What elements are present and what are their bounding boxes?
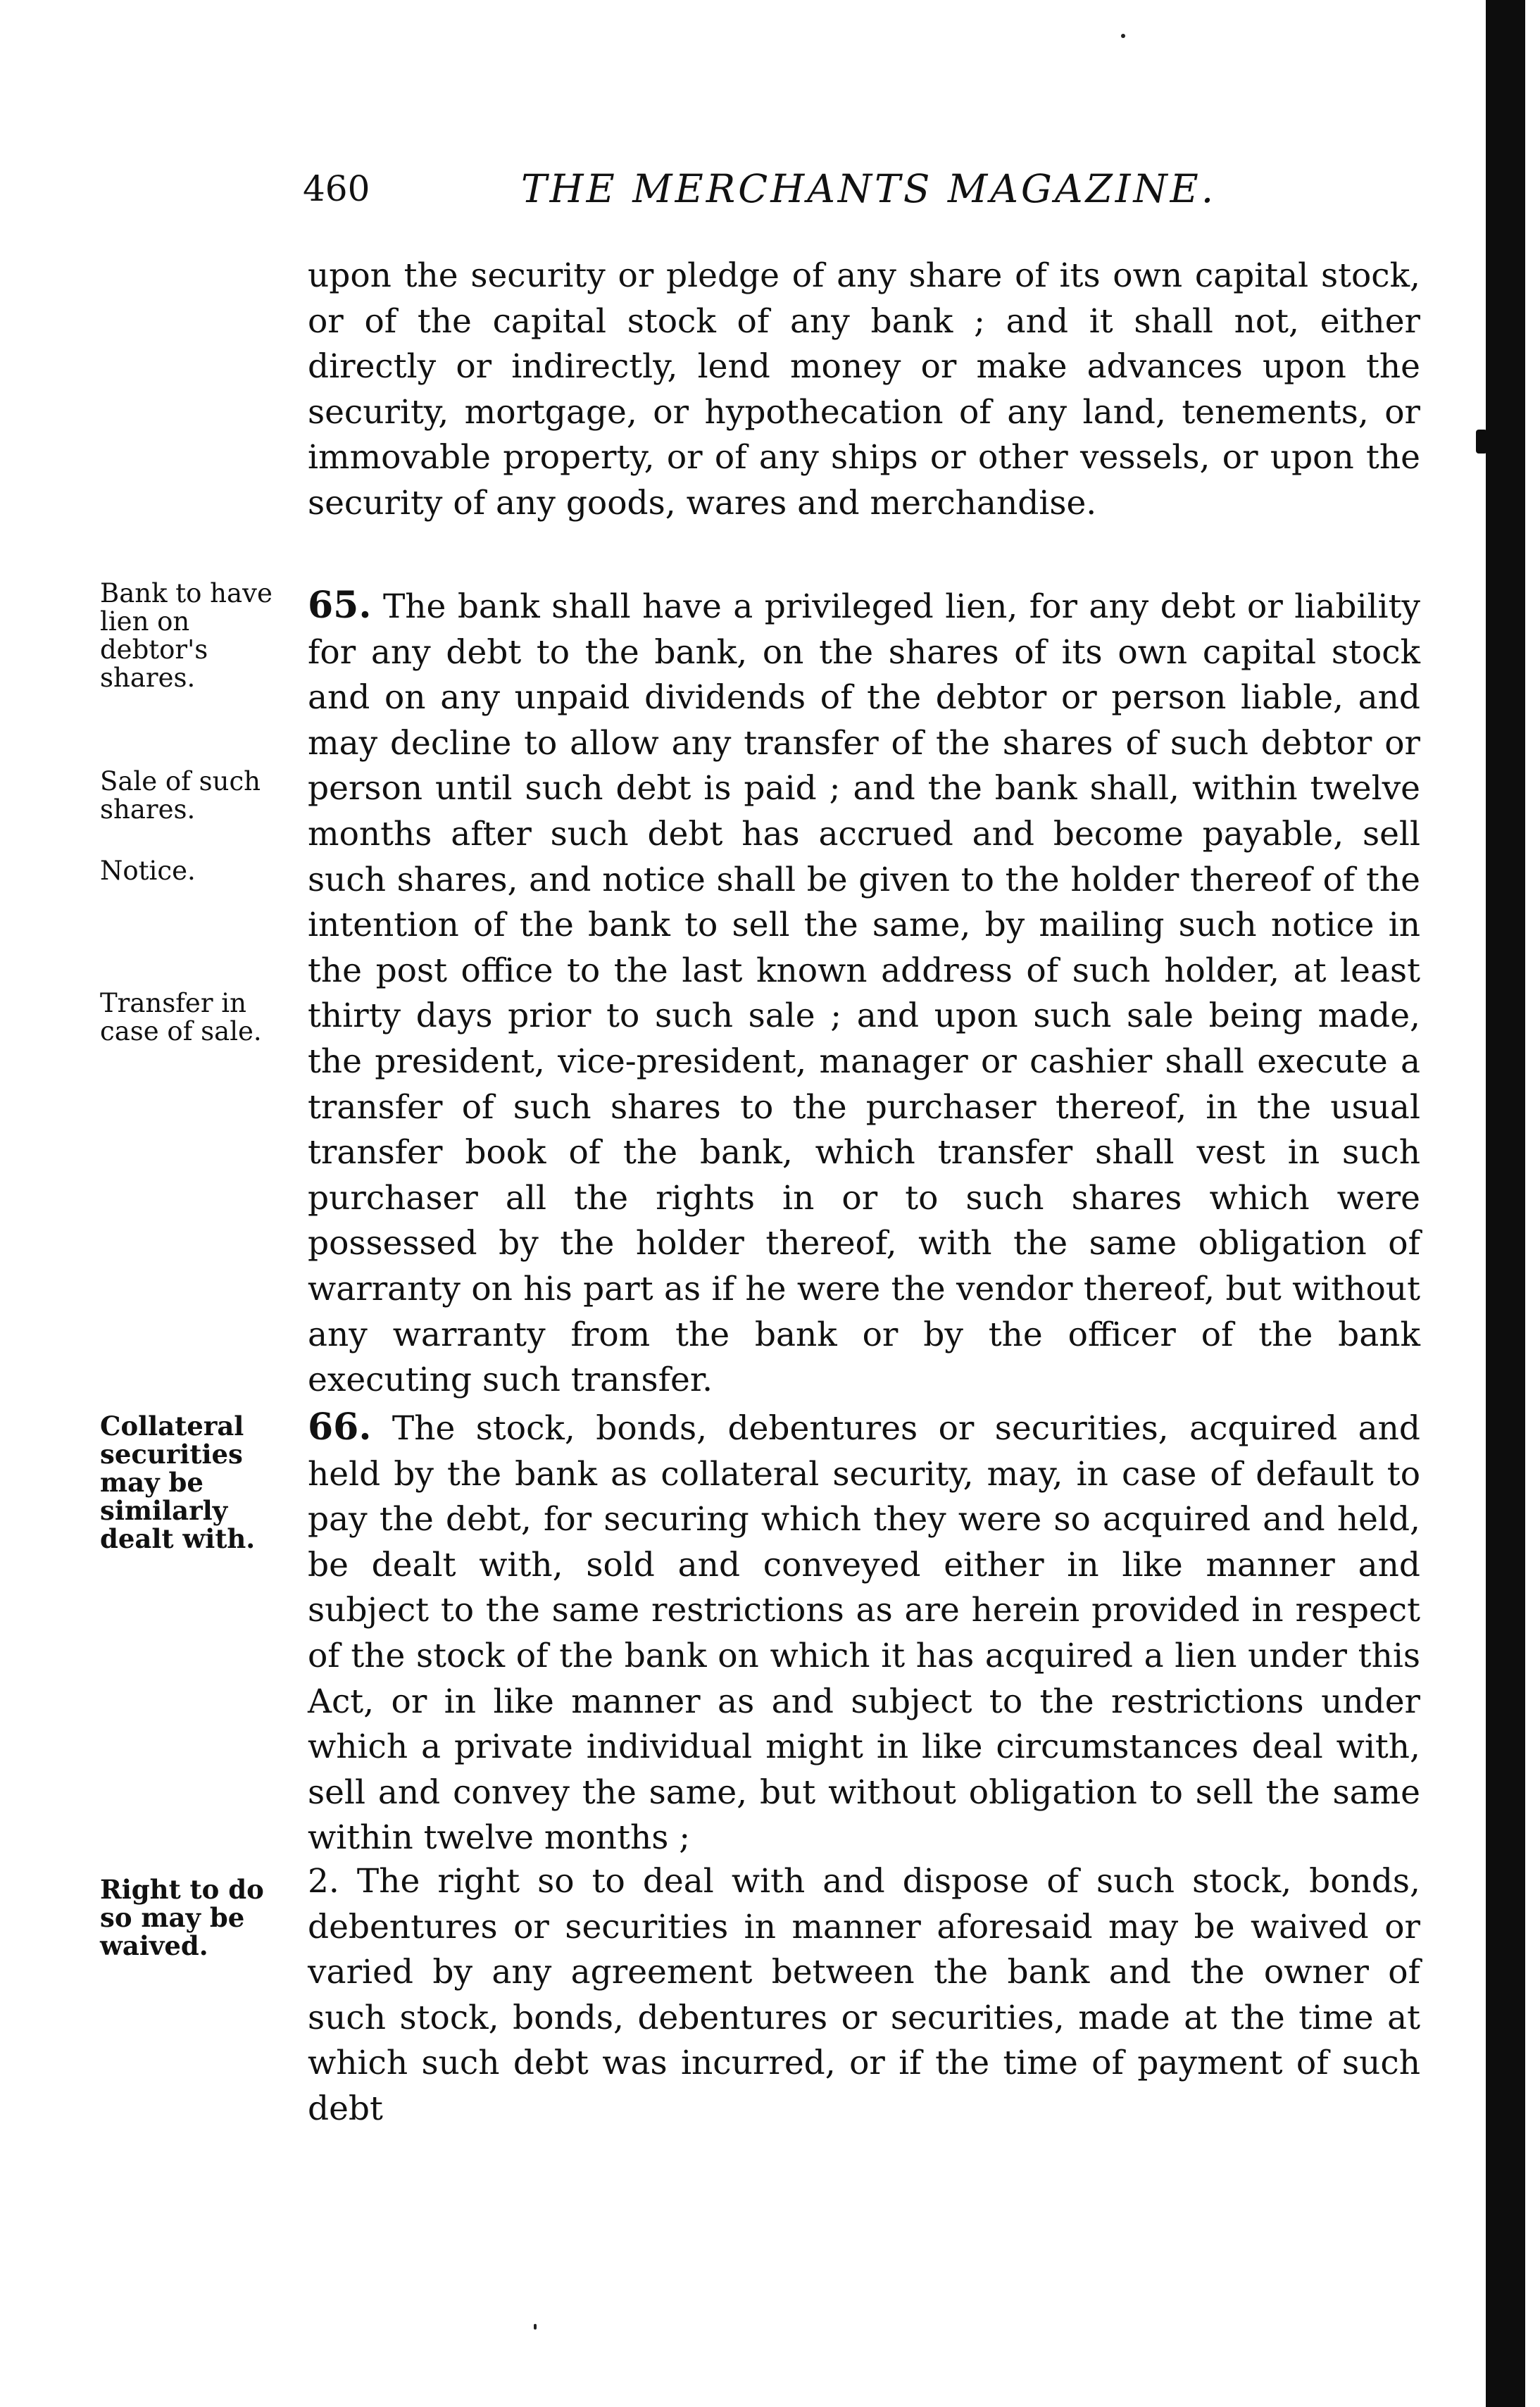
marginal-note-notice: Notice.: [100, 856, 196, 886]
marginal-note-sale: Sale of such shares.: [100, 766, 261, 825]
scan-edge-notch: [1476, 430, 1487, 454]
subsection-2-number: 2.: [308, 1862, 339, 1901]
running-title: THE MERCHANTS MAGAZINE.: [521, 166, 1217, 211]
subsection-2-paragraph: [308, 1859, 1420, 2132]
scan-speck: [1121, 34, 1125, 38]
section-65-paragraph: [308, 583, 1420, 1403]
section-65-number: 65.: [308, 584, 372, 627]
section-66-paragraph: [308, 1405, 1420, 1861]
page-number: 460: [303, 168, 370, 209]
section-66-number: 66.: [308, 1406, 372, 1449]
marginal-note-collateral: Collateral securities may be similarly dealt with.: [100, 1411, 256, 1554]
marginal-note-waiver: Right to do so may be waived.: [100, 1874, 264, 1961]
marginal-note-lien: Bank to have lien on debtor's shares.: [100, 578, 273, 693]
section-65-text: The bank shall have a privileged lien, for any debt or liability for any debt to the bank, on the shares of its own capital stock and on any unpaid dividends of the debtor or person liable, and may decline to allow any transfer of the shares of such debtor or person until such debt is paid ; and the bank shall, within twelve months after such debt has accrued and become payable, sell such shares, and notice shall be given to the holder thereof of the intention of the bank to sell the same, by mailing such notice in the post office to the last known address of such holder, at least thirty days prior to such sale ; and upon such sale being made, the president, vice-president, manager or cashier shall execute a transfer of such shares to the purchaser thereof, in the usual transfer book of the bank, which transfer shall vest in such purchaser all the rights in or to such shares which were possessed by the holder thereof, with the same obligation of warranty on his part as if he were the vendor thereof, but without any warranty from the bank or by the officer of the bank executing such transfer.: [308, 587, 1420, 1400]
marginal-note-transfer: Transfer in case of sale.: [100, 988, 262, 1046]
page-header: [303, 161, 1422, 217]
continuation-paragraph: upon the security or pledge of any share of its own capital stock, or of the capital stock of any bank ; and it shall not, either directly or indirectly, lend money or make advances upon the security, mortgage, or hypothecation of any land, tenements, or immovable property, or of any ships or other vessels, or upon the security of any goods, wares and merchandise.: [308, 256, 1420, 523]
subsection-2-text: The right so to deal with and dispose of such stock, bonds, debentures or securities in manner aforesaid may be waived or varied by any agreement between the bank and the owner of such stock, bonds, debentures or securities, made at the time at which such debt was incurred, or if the time of payment of such debt: [308, 1862, 1420, 2128]
scan-speck: [534, 2324, 537, 2330]
scan-edge-bar: [1486, 0, 1525, 2407]
section-66-text: The stock, bonds, debentures or securities, acquired and held by the bank as collateral security, may, in case of default to pay the debt, for securing which they were so acquired and held, be dealt with, sold and conveyed either in like manner and subject to the same restrictions as are herein provided in respect of the stock of the bank on which it has acquired a lien under this Act, or in like manner as and subject to the restrictions under which a private individual might in like circumstances deal with, sell and convey the same, but without obligation to sell the same within twelve months ;: [308, 1409, 1420, 1858]
